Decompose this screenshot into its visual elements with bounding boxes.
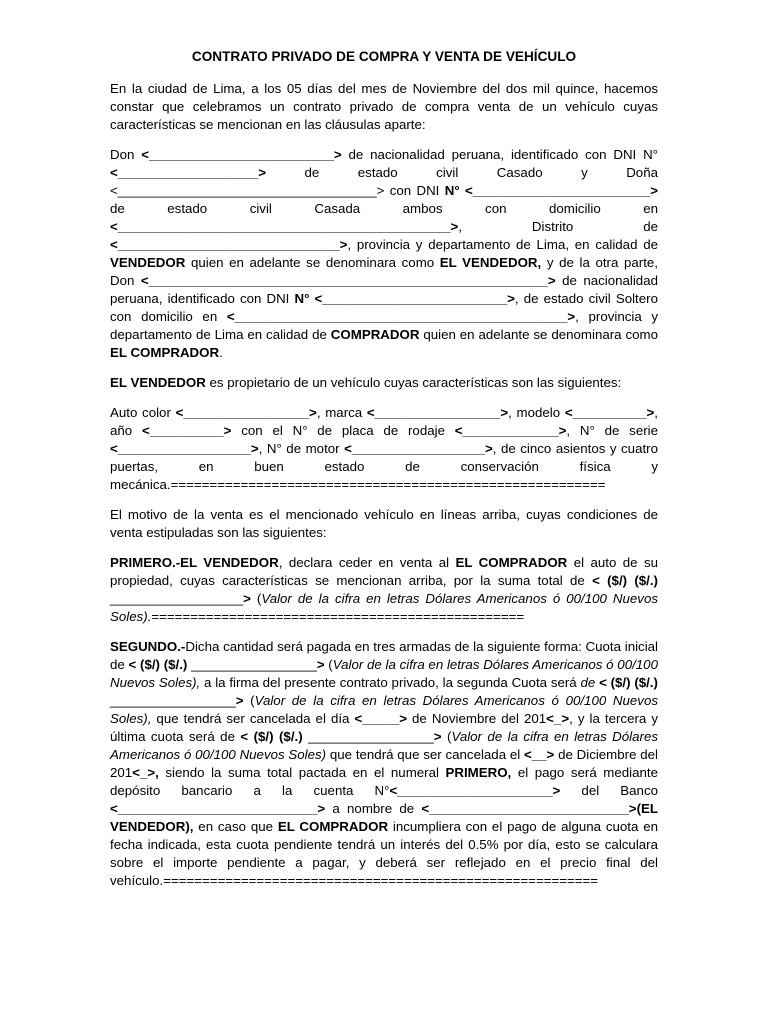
- bold-text: >: [316, 657, 325, 672]
- paragraph-text: del Banco: [560, 783, 659, 798]
- bold-text: <___________________________>(EL VENDEDOR),: [110, 801, 658, 834]
- paragraph-text: En la ciudad de Lima, a los 05 días del mes de Noviembre del dos mil quince, hacemos constar que celebramos un contrato privado de compra venta de un vehículo cuyas características se mencionan en las cláusulas aparte:: [110, 81, 658, 132]
- paragraph-text: el pago será mediante depósito bancario a la cuenta N°: [110, 765, 658, 798]
- bold-text: < ($/) ($/.): [128, 657, 188, 672]
- bold-text: <___________________________>: [110, 801, 326, 816]
- paragraph-text: __________________: [110, 591, 244, 606]
- paragraph-text: , N° de serie: [566, 423, 658, 438]
- contract-paragraph: [110, 638, 658, 890]
- bold-text: <______________________________>: [110, 237, 348, 252]
- paragraph-text: de nacionalidad peruana, identificado con DNI: [110, 273, 658, 306]
- bold-text: <_>,: [132, 765, 159, 780]
- bold-text: N°: [444, 183, 460, 198]
- paragraph-text: (: [243, 693, 255, 708]
- paragraph-text: , provincia y departamento de Lima en calidad de: [110, 309, 658, 342]
- bold-text: <__________>: [141, 423, 232, 438]
- bold-text: <_________________>: [175, 405, 317, 420]
- bold-text: <__________________>: [344, 441, 493, 456]
- bold-text: <_____________________________________________>: [226, 309, 576, 324]
- paragraph-text: , N° de motor: [258, 441, 345, 456]
- paragraph-text: el auto de su propiedad, cuyas características se mencionan arriba, por la suma total de: [110, 555, 659, 588]
- paragraph-text: de Diciembre del 201: [110, 747, 658, 780]
- paragraph-text: , Distrito de: [458, 219, 658, 234]
- bold-text: PRIMERO,: [445, 765, 512, 780]
- paragraph-text: de estado civil Casada ambos con domicilio en: [110, 201, 658, 216]
- bold-text: PRIMERO.-EL VENDEDOR: [110, 555, 279, 570]
- bold-text: >: [243, 591, 251, 606]
- bold-text: VENDEDOR: [110, 255, 186, 270]
- paragraph-text: Auto color: [110, 405, 176, 420]
- bold-text: < ($/) ($/.): [240, 729, 303, 744]
- paragraph-text: (: [250, 591, 262, 606]
- bold-text: <___________________>: [110, 165, 267, 180]
- italic-text: Valor de la cifra en letras Dólares Americanos ó 00/100 Nuevos Soles),: [110, 693, 658, 726]
- paragraph-text: , y la tercera y última cuota será de: [110, 711, 658, 744]
- paragraph-text: , de estado civil Soltero con domicilio en: [110, 291, 658, 324]
- paragraph-text: en caso que: [193, 819, 278, 834]
- paragraph-text: quien en adelante se denominara como: [419, 327, 658, 342]
- paragraph-text: Dicha cantidad será pagada en tres armadas de la siguiente forma: Cuota inicial de: [110, 639, 658, 672]
- bold-text: EL COMPRADOR: [277, 819, 389, 834]
- bold-text: <_>: [546, 711, 570, 726]
- bold-text: EL VENDEDOR: [110, 375, 206, 390]
- paragraph-text: (: [324, 657, 333, 672]
- contract-paragraph: [110, 554, 658, 626]
- bold-text: >: [235, 693, 244, 708]
- paragraph-text: a nombre de: [325, 801, 422, 816]
- italic-text: de: [580, 675, 596, 690]
- bold-text: <_____>: [354, 711, 407, 726]
- paragraph-text: incumpliera con el pago de alguna cuota en fecha indicada, esta cuota pendiente tendrá un interés del 0.5% por día, esto se calculara sobre el importe pendiente a pagar, y deberá ser reflejado en el precio final del vehículo.========================================================: [110, 819, 658, 888]
- paragraph-text: ================================================: [151, 609, 525, 624]
- paragraph-text: El motivo de la venta es el mencionado vehículo en líneas arriba, cuyas condiciones de venta estipuladas son las siguientes:: [110, 507, 658, 540]
- paragraph-text: , modelo: [508, 405, 565, 420]
- bold-text: <_____________>: [454, 423, 567, 438]
- bold-text: < ($/) ($/.): [599, 675, 658, 690]
- paragraph-text: es propietario de un vehículo cuyas características son las siguientes:: [205, 375, 622, 390]
- bold-text: EL COMPRADOR: [110, 345, 220, 360]
- paragraph-text: , año: [110, 405, 658, 438]
- italic-text: Valor de la cifra en letras Dólares Americanos ó 00/100 Nuevos Soles).: [110, 591, 658, 624]
- bold-text: COMPRADOR: [330, 327, 420, 342]
- bold-text: SEGUNDO.-: [110, 639, 186, 654]
- bold-text: < ($/) ($/.): [592, 573, 658, 588]
- paragraph-text: , provincia y departamento de Lima, en calidad de: [347, 237, 658, 252]
- contract-paragraph: [110, 374, 658, 392]
- bold-text: <______________________________________________________>: [140, 273, 556, 288]
- paragraph-text: de estado civil Casado y Doña <___________________________________> con DNI: [110, 165, 658, 198]
- document-title: CONTRATO PRIVADO DE COMPRA Y VENTA DE VEHÍCULO: [191, 49, 577, 64]
- contract-paragraph: [110, 146, 658, 362]
- bold-text: <_____________________________________________>: [110, 219, 459, 234]
- bold-text: <__________________>: [110, 441, 259, 456]
- contract-paragraph: [110, 80, 658, 134]
- paragraph-text: que tendrá que ser cancelada el: [326, 747, 524, 762]
- contract-paragraph: [110, 404, 658, 494]
- bold-text: <________________________>: [464, 183, 658, 198]
- italic-text: Valor de la cifra en letras Dólares Americanos ó 00/100 Nuevos Soles): [110, 729, 658, 762]
- paragraph-text: _________________: [110, 693, 236, 708]
- paragraph-text: .: [219, 345, 223, 360]
- paragraph-text: siendo la suma total pactada en el numeral: [158, 765, 446, 780]
- paragraph-text: de Noviembre del 201: [407, 711, 547, 726]
- document-body: [110, 80, 658, 890]
- paragraph-text: , marca: [316, 405, 367, 420]
- bold-text: <_____________________>: [389, 783, 561, 798]
- paragraph-text: con el N° de placa de rodaje: [231, 423, 455, 438]
- paragraph-text: , declara ceder en venta al: [278, 555, 456, 570]
- paragraph-text: _________________: [302, 729, 434, 744]
- bold-text: <__>: [523, 747, 555, 762]
- paragraph-text: a la firma del presente contrato privado, la segunda Cuota será: [200, 675, 581, 690]
- paragraph-text: y de la otra parte, Don: [110, 255, 658, 288]
- bold-text: EL VENDEDOR,: [439, 255, 542, 270]
- bold-text: <__________>: [564, 405, 655, 420]
- paragraph-text: Don: [110, 147, 142, 162]
- bold-text: <_________________________>: [141, 147, 342, 162]
- bold-text: N°: [294, 291, 310, 306]
- bold-text: <_________________>: [366, 405, 509, 420]
- bold-text: <_________________________>: [314, 291, 515, 306]
- contract-paragraph: [110, 506, 658, 542]
- bold-text: EL COMPRADOR: [455, 555, 568, 570]
- italic-text: Valor de la cifra en letras Dólares Americanos ó 00/100 Nuevos Soles),: [110, 657, 658, 690]
- bold-text: >: [433, 729, 442, 744]
- paragraph-text: de nacionalidad peruana, identificado con DNI N°: [341, 147, 658, 162]
- paragraph-text: , de cinco asientos y cuatro puertas, en buen estado de conservación física y mecánica.========================================================: [110, 441, 658, 492]
- paragraph-text: _________________: [187, 657, 317, 672]
- paragraph-text: (: [441, 729, 452, 744]
- paragraph-text: que tendrá ser cancelada el día: [151, 711, 355, 726]
- paragraph-text: quien en adelante se denominara como: [185, 255, 440, 270]
